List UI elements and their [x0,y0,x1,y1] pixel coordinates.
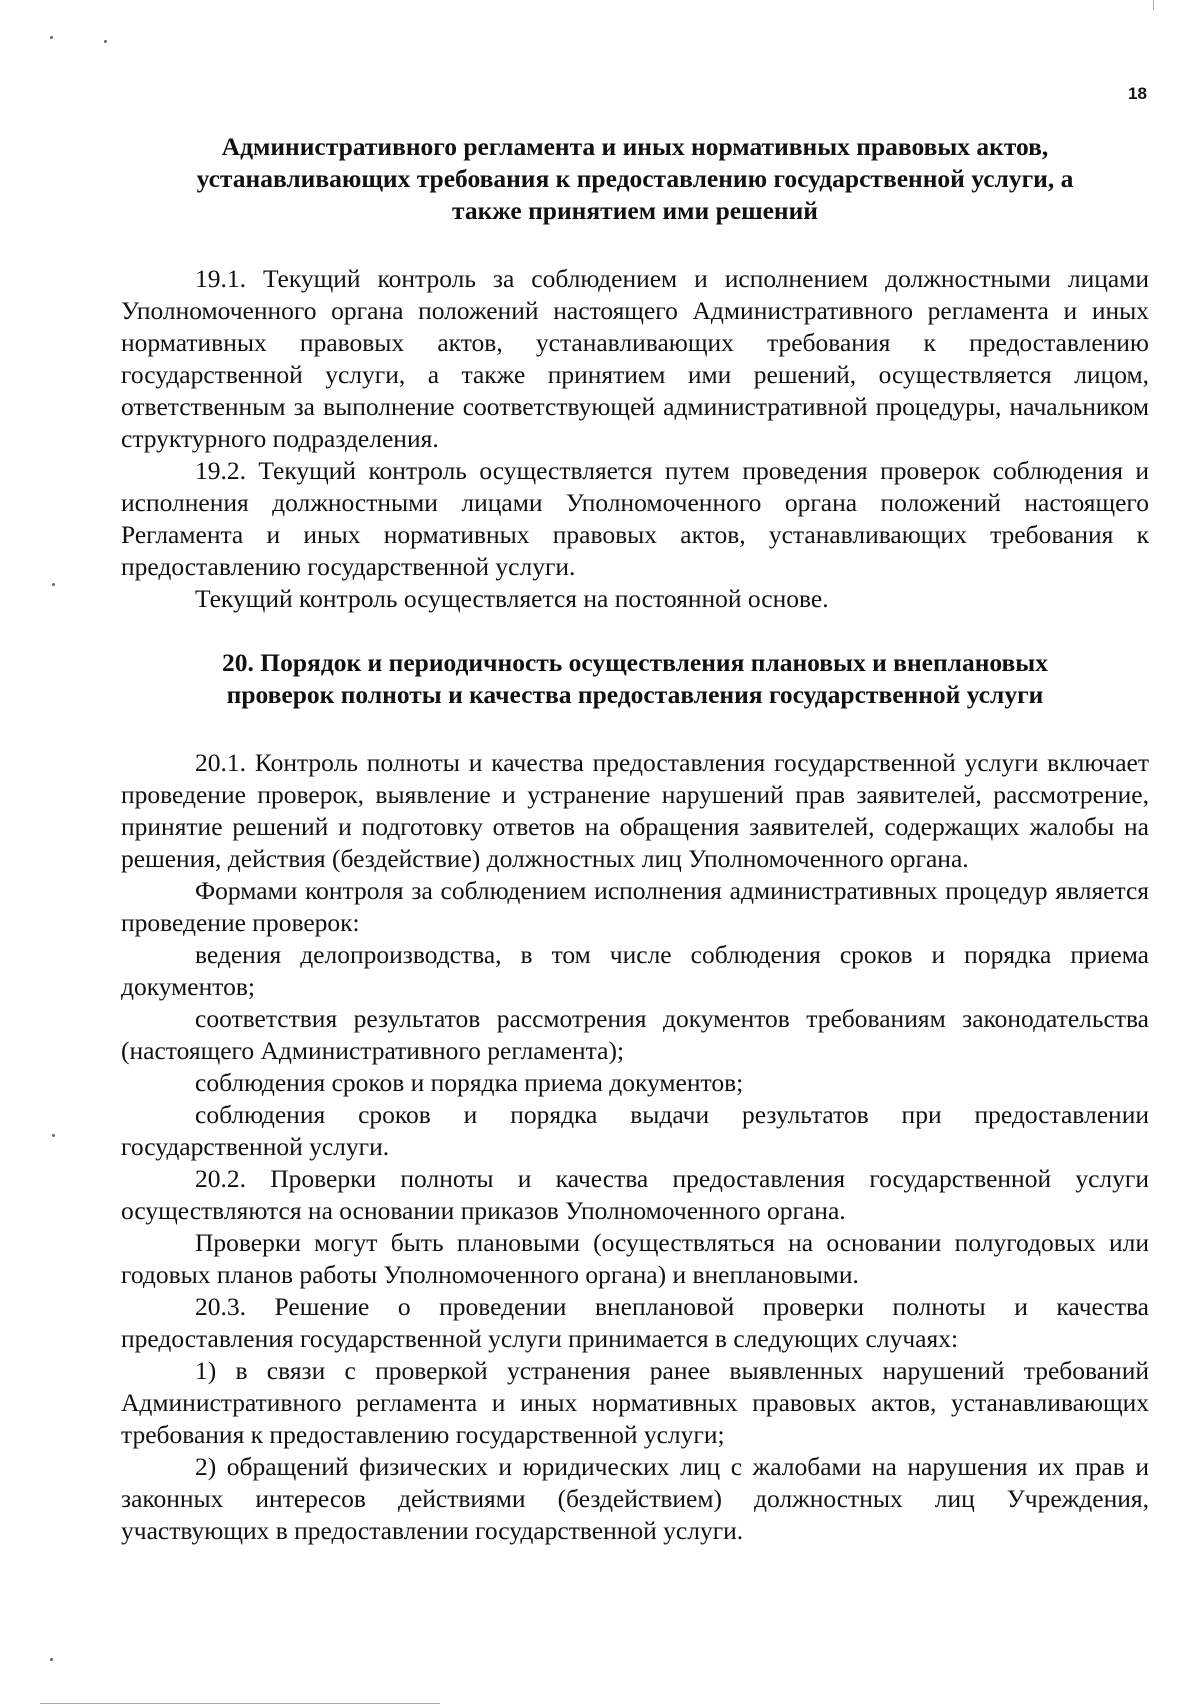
paragraph-19-2: 19.2. Текущий контроль осуществляется путем проведения проверок соблюдения и исполнения должностными лицами Уполномоченного органа положений настоящего Регламента и иных нормативных правовых актов, устанавливающих требования к предоставлению государственной услуги. [121,456,1149,581]
document-body [121,131,1149,1547]
heading-control-procedures [121,131,1149,227]
scan-edge-mark [1153,0,1154,10]
paragraph-control-item: соблюдения сроков и порядка приема документов; [195,1068,744,1097]
paragraph-control-item: ведения делопроизводства, в том числе соблюдения сроков и порядка приема документов; [121,940,1149,1001]
paragraph-case-2: 2) обращений физических и юридических лиц с жалобами на нарушения их прав и законных интересов действиями (бездействием) должностных лиц Учреждения, участвующих в предоставлении государственной услуги. [121,1452,1149,1545]
paragraph-control-item: соответствия результатов рассмотрения документов требованиям законодательства (настоящего Административного регламента); [121,1004,1149,1065]
paragraph-19-1: 19.1. Текущий контроль за соблюдением и исполнением должностными лицами Уполномоченного органа положений настоящего Административного регламента и иных нормативных правовых актов, устанавливающих требования к предоставлению государственной услуги, а также принятием ими решений, осуществляется лицом, ответственным за выполнение соответствующей административной процедуры, начальником структурного подразделения. [121,264,1149,453]
heading-line: Административного регламента и иных нормативных правовых актов, [221,132,1049,161]
paragraph-20-2: 20.2. Проверки полноты и качества предоставления государственной услуги осуществляются на основании приказов Уполномоченного органа. [121,1164,1149,1225]
paragraph-control-forms: Формами контроля за соблюдением исполнения административных процедур является проведение проверок: [121,876,1149,937]
page-number: 18 [1128,84,1147,103]
heading-line: также принятием ими решений [451,196,818,225]
paragraph-20-1: 20.1. Контроль полноты и качества предоставления государственной услуги включает проведение проверок, выявление и устранение нарушений прав заявителей, рассмотрение, принятие решений и подготовку ответов на обращения заявителей, содержащих жалобы на решения, действия (бездействие) должностных лиц Уполномоченного органа. [121,748,1149,873]
paragraph-inspection-types: Проверки могут быть плановыми (осуществляться на основании полугодовых или годовых планов работы Уполномоченного органа) и внеплановыми. [121,1228,1149,1289]
scan-speck [52,1134,55,1137]
heading-line: устанавливающих требования к предоставлению государственной услуги, а [196,164,1074,193]
scan-edge-line [40,1703,440,1704]
scan-speck [104,40,107,43]
scan-speck [50,1658,53,1661]
heading-section-20 [121,647,1149,711]
paragraph-20-3: 20.3. Решение о проведении внеплановой проверки полноты и качества предоставления государственной услуги принимается в следующих случаях: [121,1292,1149,1353]
paragraph-case-1: 1) в связи с проверкой устранения ранее выявленных нарушений требований Административного регламента и иных нормативных правовых актов, устанавливающих требования к предоставлению государственной услуги; [121,1356,1149,1449]
scan-speck [52,583,55,586]
paragraph-19-3: Текущий контроль осуществляется на постоянной основе. [195,584,829,613]
scan-speck [50,36,53,39]
paragraph-control-item: соблюдения сроков и порядка выдачи результатов при предоставлении государственной услуги. [121,1100,1149,1161]
heading-line: 20. Порядок и периодичность осуществления плановых и внеплановых [222,648,1048,677]
heading-line: проверок полноты и качества предоставления государственной услуги [226,680,1044,709]
